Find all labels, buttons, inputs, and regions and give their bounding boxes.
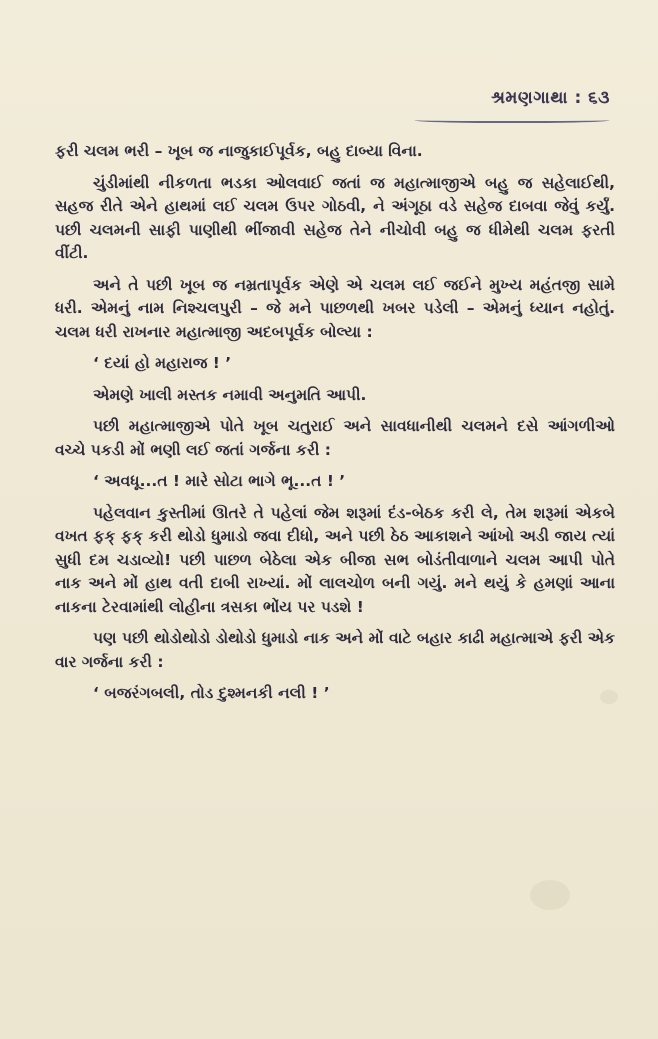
header-underline — [414, 116, 610, 123]
paragraph-4: એમણે ખાલી મસ્તક નમાવી અનુમતિ આપી. — [93, 385, 367, 404]
paragraph-6: પહેલવાન કુસ્તીમાં ઊતરે તે પહેલાં જેમ શરૂમાં દંડ-બેઠક કરી લે, તેમ શરૂમાં એકબે વખત ફક્ ફક્ કરી થોડો ધુમાડો જવા દીધો, અને પછી ઠેઠ આકાશને આંખો અડી જાય ત્યાં સુધી દમ ચડાવ્યો! પછી પાછળ બેઠેલા એક બીજા સભ બોડંતીવાળાને ચલમ આપી પોતે નાક અને મોં હાથ વતી દાબી રાખ્યાં. મોં લાલચોળ બની ગયું. મને થયું કે હમણાં આના નાકના ટેરવામાંથી લોહીના ત્રસકા ભોંય પર પડશે ! — [55, 503, 615, 616]
paragraph-2: ચુંડીમાંથી નીકળતા ભડકા ઓલવાઈ જતાં જ મહાત્માજીએ બહુ જ સહેલાઈથી, સહજ રીતે એને હાથમાં લઈ ચલમ ઉપર ગોઠવી, ને અંગૂઠા વડે સહેજ દાબવા જેવું કર્યું. પછી ચલમની સાફી પાણીથી ભીંજાવી સહેજ તેને નીચોવી બહુ જ ધીમેથી ચલમ ફરતી વીંટી. — [55, 173, 615, 262]
page-body — [55, 140, 615, 1000]
paragraph-7: પણ પછી થોડોથોડો ડોથોડો ધુમાડો નાક અને મોં વાટે બહાર કાઢી મહાત્માએ ફરી એક વાર ગર્જના કરી : — [55, 629, 615, 671]
paper-stain — [600, 690, 618, 704]
quote-1: ‘ દયાં હો મહારાજ ! ’ — [93, 354, 232, 372]
quote-3: ‘ બજરંગબલી, તોડ દુશ્મનકી નલી ! ’ — [93, 684, 330, 702]
paragraph-5: પછી મહાત્માજીએ પોતે ખૂબ ચતુરાઈ અને સાવધાનીથી ચલમને દસે આંગળીઓ વચ્ચે પકડી મોં ભણી લઈ જતાં ગર્જના કરી : — [55, 417, 615, 459]
quote-2: ‘ અવધૂ...ત ! મારે સોટા ભાગે ભૂ...ત ! ’ — [93, 472, 346, 490]
paragraph-3: અને તે પછી ખૂબ જ નમ્રતાપૂર્વક એણે એ ચલમ લઈ જઈને મુખ્ય મહંતજી સામે ધરી. એમનું નામ નિશ્ચલપુરી – જે મને પાછળથી ખબર પડેલી – એમનું ધ્યાન નહોતું. ચલમ ધરી રાખનાર મહાત્માજી અદબપૂર્વક બોલ્યા : — [55, 275, 615, 341]
paragraph-1: ફરી ચલમ ભરી – ખૂબ જ નાજુકાઈપૂર્વક, બહુ દાબ્યા વિના. — [55, 142, 423, 160]
running-header: શ્રમણગાથા : ૬૩ — [491, 88, 610, 108]
paper-stain — [530, 880, 570, 910]
